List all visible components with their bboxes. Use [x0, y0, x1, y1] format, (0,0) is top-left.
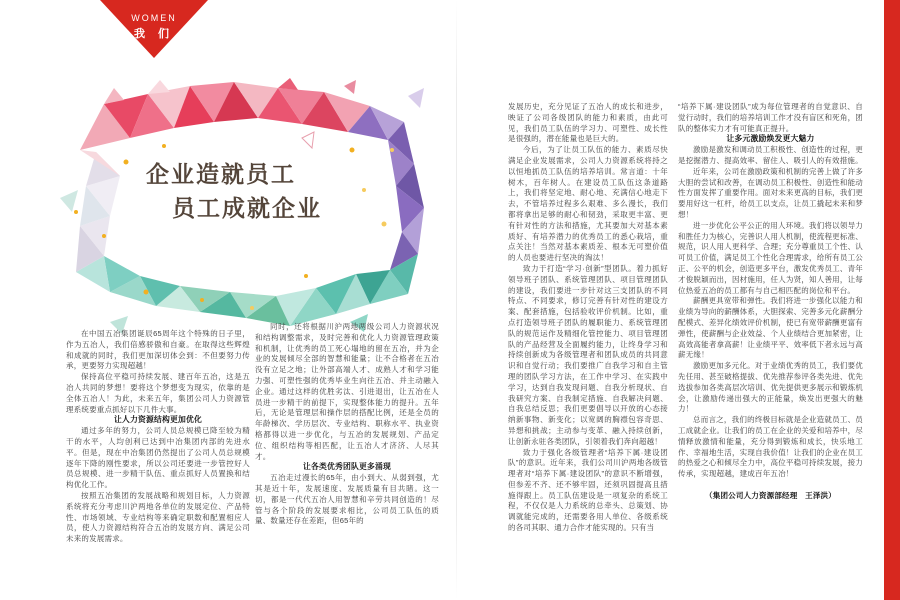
feature-title-line2: 员工成就企业: [172, 196, 322, 221]
author-signature: （集团公司人力资源部经理 王泽洪）: [705, 490, 836, 500]
left-page-column-1: [66, 329, 250, 545]
right-page-column-1: [508, 102, 668, 534]
paragraph: 保持高位平稳可持续发展、建百年五冶，这是五冶人共同的梦想！要将这个梦想变为现实，依靠的是全体五冶人！为此，未来五年，集团公司人力资源管理系统要重点抓好以下几件大事。: [66, 372, 250, 414]
paragraph: 激励是激发和调动员工积极性、创造性的过程，更是挖掘潜力、提高效率、留住人、吸引人的有效措施。: [678, 145, 863, 165]
paragraph: 按照五冶集团的发展战略和规划目标，人力资源系统将充分考虑川沪两地各单位的发展定位、产品特性、市场领域、专业结构等来确定职数和配置相应人员，使人力资源结构符合五冶的发展方向、满足公司未来的发展需求。: [66, 490, 250, 544]
paragraph: 通过多年的努力，公司人员总规模已降至较为精干的水平，人均创利已达到中冶集团内部的先进水平。但是，现在中冶集团仍然提出了公司人员总规模逐年下降的刚性要求，所以公司还要进一步管控好人员总规模、进一步精干队伍、重点抓好人员置换和结构优化工作。: [66, 426, 250, 490]
paragraph: “培养下属·建设团队”成为每位管理者的自觉意识、自觉行动时，我们的培养培训工作才没有盲区和死角，团队的整体实力才有可能真正提升。: [678, 102, 863, 133]
paragraph: 薪酬更具宽带和弹性。我们将进一步强化以能力和业绩为导向的薪酬体系，大胆探索、完善多元化薪酬分配模式、差异化绩效评价机制，使已有宽带薪酬更富有弹性，使薪酬与企业效益、个人业绩结合更加紧密，让高效高能者拿高薪！让业绩平平、效率低下者永远与高薪无缘！: [678, 296, 863, 360]
right-accent-bar: [884, 0, 900, 600]
paragraph: 同时，还将根据川沪两地两级公司人力资源状况和结构调整需求，及时完善和优化人力资源管理政策和机制，让优秀的员工死心塌地的留在五冶，并为企业的发展倾尽全部的智慧和能量；让不合格者在五冶没有立足之地；让外部高端人才、成熟人才和学习能力强、可塑性强的优秀毕业生向往五冶、并主动融入企业。通过这样的优胜劣汰、引进退出，让五冶在人员进一步精干的前提下，实现整体能力的提升。五年后，无论是管理层和操作层的搭配比例，还是全员的年龄梯次、学历层次、专业结构、职称水平、执业资格都得以进一步优化，与五冶的发展规划、产品定位、组织结构等相匹配，让五冶人才济济、人尽其才。: [255, 322, 439, 461]
right-page-column-2: [678, 102, 863, 502]
section-heading: 让多元激励焕发更大魅力: [726, 134, 815, 144]
banner-women-label: WOMEN: [131, 13, 177, 23]
feature-title-line1: 企业造就员工: [146, 162, 296, 187]
paragraph: 近年来，公司在激励政策和机制的完善上做了许多大胆的尝试和改善，在调动员工积极性、创造性和能动性方面发挥了重要作用。面对未来更高的目标，我们更要用好这一杠杆，给员工以支点，让员工撬起未来和梦想！: [678, 166, 863, 219]
section-heading: 让各类优秀团队更多涌现: [303, 462, 391, 472]
paragraph: 致力于打造“学习·创新”型团队。着力抓好领导班子团队、系统管理团队、项目管理团队的建设，我们要进一步针对这三支团队的不同特点、不同要求，修订完善有针对性的建设方案、配套措施，包括验收评价机制。比如，重点打造领导班子团队的履职能力、系统管理团队的规范运作及精细化管控能力、项目管理团队的产品经营及全面履约能力，让终身学习和持续创新成为各级管理者和团队成员的共同意识和自觉行动；我们要推广自我学习和自主管理的团队学习方法，在工作中学习、在实践中学习，达到自我发现问题、自我分析现状、自我研究方案、自我制定措施、自我解决问题、自我总结反思；我们更要倡导以开放的心态接纳新事物、新变化；以宽阔的胸襟包容奇思、异想和挑战；主动参与变革、融入持续创新，让创新永驻各类团队，引领着我们奔向超越！: [508, 263, 668, 446]
left-page-column-2: [255, 322, 439, 527]
paragraph: 五冶走过漫长的65年，由小到大、从弱到强，尤其是近十年，发展速度、发展质量有目共睹。这一切，都是一代代五冶人用智慧和辛劳共同创造的！尽管与各个阶段的发展要求相比，公司员工队伍的质量、数量还存在差距，但65年的: [255, 473, 439, 526]
page-fold-divider: [456, 0, 457, 600]
paragraph: 发展历史，充分见证了五冶人的成长和进步，映证了公司各级团队的能力和素质，由此可见，我们员工队伍的学习力、可塑性、成长性是很强的，潜在能量也是巨大的。: [508, 102, 668, 144]
paragraph: 今后，为了让员工队伍的能力、素质尽快满足企业发展需求，公司人力资源系统将持之以恒地抓员工队伍的培养培训。常言道：十年树木，百年树人。在建设员工队伍这条道路上，我们将坚定地、耐心地、充满信心地走下去，不管培养过程多么艰难、多么漫长，我们都将拿出足够的耐心和韧劲，采取更丰富、更有针对性的方法和措施，尤其要加大对基本素质好、有培养潜力的优秀员工的悉心栽培，重点关注！当然对基本素质差、根本无可塑价值的人员也要进行坚决的淘汰！: [508, 145, 668, 263]
paragraph: 在中国五冶集团诞辰65周年这个特殊的日子里，作为五冶人，我们倍感骄傲和自豪。在取得这些辉煌和成就的同时，我们更加深切体会到：不但要努力传承，更要努力实现超越！: [66, 329, 250, 371]
paragraph: 致力于强化各级管理者“培养下属·建设团队”的意识。近年来，我们公司川沪两地各级管理者对“培养下属·建设团队”的意识不断增强，但参差不齐、还不够牢固，还须巩固提高且措施得跟上。员工队伍建设是一项复杂的系统工程，不仅仅是人力系统的总牵头、总策划、协调就能完成的，还需要各用人单位、各级系统的各司其职、通力合作才能实现的。只有当: [508, 447, 668, 533]
paragraph: 进一步优化公平公正的用人环境。我们将以领导力和胜任力为核心，完善识人用人机制，使流程更标准、规范，识人用人更科学、合理；充分尊重员工个性、认可员工价值，满足员工个性化合理需求，给所有员工公正、公平的机会，创造更多平台，激发优秀员工、青年才俊脱颖而出，因材施用，任人为贤，知人善用，让每位热爱五冶的员工都有与自己相匹配的岗位和平台。: [678, 220, 863, 295]
paragraph: 激励更加多元化。对于业绩优秀的员工，我们要优先任用、甚至破格提拔、优先推荐参评各类先进、优先选拔参加各类高层次培训、优先提供更多展示和锻炼机会，让激励传递出强大的正能量，焕发出更强大的魅力！: [678, 361, 863, 414]
paragraph: 总而言之，我们的终极目标就是企业造就员工、员工成就企业。让我们的员工在企业的关爱和培养中，尽情释放激情和能量，充分得到锻炼和成长，快乐地工作、幸福地生活，实现自我价值！让我们的企业在员工的热爱之心和倾尽全力中，高位平稳可持续发展，接力传承，实现超越，建成百年五冶！: [678, 415, 863, 479]
banner-women-cn-label: 我 们: [133, 28, 175, 40]
section-heading: 让人力资源结构更加优化: [114, 415, 202, 425]
